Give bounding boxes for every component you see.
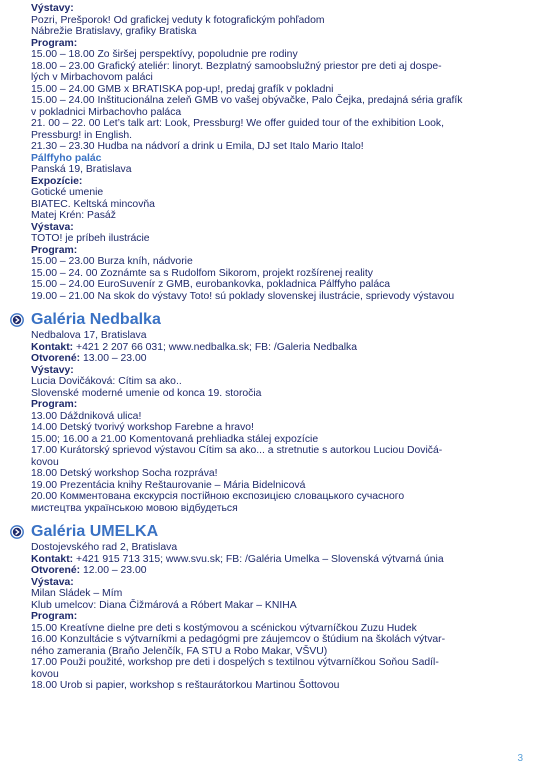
expozicie-label: Expozície: — [31, 175, 83, 187]
venue-address: Dostojevského rad 2, Bratislava — [31, 542, 178, 553]
arrow-bullet-icon — [10, 313, 24, 327]
program-item: 18.00 Detský workshop Socha rozpráva! — [31, 468, 218, 479]
vystava-item: Klub umelcov: Diana Čižmárová a Róbert Makar – KNIHA — [31, 599, 297, 611]
program-item: kovou — [31, 668, 59, 680]
venue-address: Nedbalova 17, Bratislava — [31, 330, 147, 341]
page-number: 3 — [517, 753, 523, 764]
expozicia-item: BIATEC. Keltská mincovňa — [31, 198, 155, 210]
program-item: 15.00 – 18.00 Zo širšej perspektívy, popoludnie pre rodiny — [31, 49, 298, 60]
program-item: Pressburg! in English. — [31, 129, 133, 141]
program-item: ného zamerania (Braňo Jelenčík, FA STU a Robo Makar, VŠVU) — [31, 645, 328, 657]
venue-contact — [31, 554, 525, 566]
page-content — [31, 3, 525, 692]
exhibition-item: Nábrežie Bratislavy, grafiky Bratiska — [31, 26, 197, 37]
program-item: 15.00; 16.00 a 21.00 Komentovaná prehliadka stálej expozície — [31, 433, 319, 445]
exhibition-item: Pozri, Prešporok! Od grafickej veduty k fotografickým pohľadom — [31, 14, 325, 26]
program-label: Program: — [31, 244, 78, 256]
program-label: Program: — [31, 611, 78, 622]
program-item: 21.30 – 23.30 Hudba na nádvorí a drink u Emila, DJ set Italo Mario Italo! — [31, 141, 364, 152]
program-item: 20.00 Комментована екскурсія постійною експозицією словацького сучасного — [31, 491, 405, 502]
program-item: 21. 00 – 22. 00 Let’s talk art: Look, Pressburg! We offer guided tour of the exhibition Look, — [31, 118, 445, 129]
vystava-item: Lucia Dovičáková: Cítim sa ako.. — [31, 376, 182, 387]
section-heading-umelka — [31, 523, 525, 541]
otvorene-label: Otvorené: — [31, 353, 81, 364]
vystava-item: Milan Sládek – Mím — [31, 588, 123, 599]
program-item: 14.00 Detský tvorivý workshop Farebne a hravo! — [31, 422, 254, 433]
program-item: 18.00 Urob si papier, workshop s reštaurátorkou Martinou Šottovou — [31, 680, 340, 691]
program-item: 17.00 Kurátorský sprievod výstavou Cítim sa ako... a stretnutie s autorkou Luciou Dovičá- — [31, 445, 443, 456]
program-item: 15.00 – 24.00 EuroSuvenír z GMB, eurobankovka, pokladnica Pálffyho paláca — [31, 279, 391, 290]
program-item: lých v Mirbachovom paláci — [31, 72, 153, 83]
expozicia-item: Gotické umenie — [31, 187, 104, 198]
program-item: v pokladnici Mirbachovho paláca — [31, 106, 182, 118]
section-title: Galéria Nedbalka — [31, 311, 161, 328]
venue-hours — [31, 565, 525, 577]
kontakt-value: +421 915 713 315; www.svu.sk; FB: /Galéria Umelka – Slovenská výtvarná únia — [73, 553, 444, 565]
vystavy-label: Výstavy: — [31, 3, 74, 14]
program-item: 16.00 Konzultácie s výtvarníkmi a pedagógmi pre záujemcov o štúdium na školách výtvar- — [31, 634, 446, 645]
vystava-item: TOTO! je príbeh ilustrácie — [31, 233, 150, 244]
venue-address: Panská 19, Bratislava — [31, 164, 132, 175]
venue-hours — [31, 353, 525, 365]
program-item: 15.00 – 23.00 Burza kníh, nádvorie — [31, 256, 193, 267]
expozicia-item: Matej Krén: Pasáž — [31, 210, 116, 221]
venue-contact — [31, 342, 525, 354]
program-item: 18.00 – 23.00 Grafický ateliér: linoryt. Bezplatný samoobslužný priestor pre deti aj dospe- — [31, 60, 442, 72]
vystavy-label: Výstavy: — [31, 364, 74, 376]
section-heading-nedbalka — [31, 311, 525, 329]
program-item: 17.00 Použi použité, workshop pre deti i dospelých s textilnou výtvarníčkou Soňou Sadíl- — [31, 657, 439, 668]
program-item: 15.00 – 24.00 GMB x BRATISKA pop-up!, predaj grafík v pokladni — [31, 83, 334, 95]
program-item: мистецтва українською мовою відбудеться — [31, 502, 238, 514]
section-title: Galéria UMELKA — [31, 523, 159, 540]
arrow-bullet-icon — [10, 525, 24, 539]
kontakt-label: Kontakt: — [31, 341, 74, 353]
kontakt-value: +421 2 207 66 031; www.nedbalka.sk; FB: /Galeria Nedbalka — [73, 341, 358, 353]
program-item: 15.00 Kreatívne dielne pre deti s kostýmovou a scénickou výtvarníčkou Zuzu Hudek — [31, 622, 417, 634]
program-item: 15.00 – 24.00 Inštitucionálna zeleň GMB vo vašej obývačke, Palo Čejka, predajná séria grafík — [31, 95, 463, 106]
program-item: 19.00 Prezentácia knihy Reštaurovanie – Mária Bidelnicová — [31, 479, 306, 491]
venue-subtitle-palffy: Pálffyho palác — [31, 152, 102, 164]
vystava-item: Slovenské moderné umenie od konca 19. storočia — [31, 387, 262, 399]
otvorene-value: 12.00 – 23.00 — [80, 565, 147, 576]
otvorene-label: Otvorené: — [31, 565, 81, 576]
program-item: 15.00 – 24. 00 Zoznámte sa s Rudolfom Sikorom, projekt rozšírenej reality — [31, 267, 373, 279]
program-item: 13.00 Dáždniková ulica! — [31, 410, 142, 422]
kontakt-label: Kontakt: — [31, 553, 74, 565]
vystava-label: Výstava: — [31, 221, 74, 233]
program-item: kovou — [31, 456, 59, 468]
program-label: Program: — [31, 37, 78, 49]
program-label: Program: — [31, 399, 78, 410]
otvorene-value: 13.00 – 23.00 — [80, 353, 147, 364]
program-item: 19.00 – 21.00 Na skok do výstavy Toto! sú poklady slovenskej ilustrácie, sprievody výstavou — [31, 290, 455, 302]
vystava-label: Výstava: — [31, 576, 74, 588]
